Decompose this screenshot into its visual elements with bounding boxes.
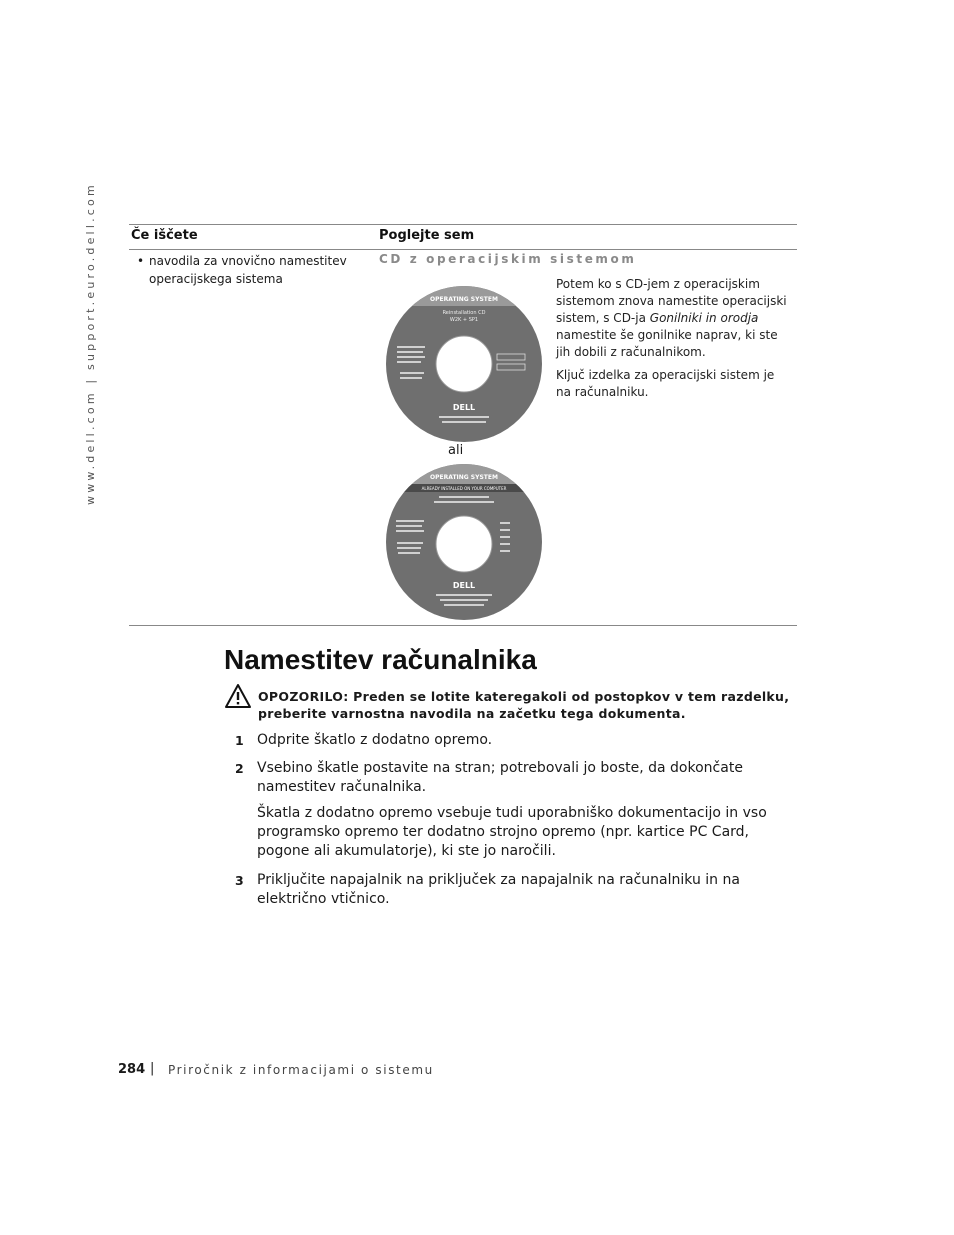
desc-paragraph-2: Ključ izdelka za operacijski sistem je na računalniku. [556, 368, 775, 399]
step-2-extra: Škatla z dodatno opremo vsebuje tudi uporabniško dokumentacijo in vso programsko opremo ter dodatno strojno opremo (npr. kartice PC Card, pogone ali akumulatorje), ki ste jo naročili. [257, 805, 767, 859]
desc-p1-after: namestite še gonilnike naprav, ki ste jih dobili z računalnikom. [556, 328, 778, 359]
col2-header: Poglejte sem [379, 228, 475, 243]
col1-header: Če iščete [131, 228, 198, 243]
ali-label: ali [448, 443, 464, 458]
step-1-number: 1 [235, 733, 244, 748]
step-3-text: Priključite napajalnik na priključek za napajalnik na računalniku in na električno vtičnico. [257, 872, 740, 907]
left-cell [137, 252, 347, 288]
bullet: • [137, 254, 145, 268]
section-title: Namestitev računalnika [224, 644, 537, 675]
cd1-line1: Reinstallation CD [442, 310, 486, 316]
desc-p1-before: Potem ko s CD-jem z operacijskim sistemom znova namestite operacijski sistem, s CD-ja [556, 277, 787, 325]
warning-text: OPOZORILO: Preden se lotite kateregakoli od postopkov v tem razdelku, preberite varnostna navodila na začetku tega dokumenta. [258, 689, 790, 721]
cd2-banner: OPERATING SYSTEM [430, 474, 498, 481]
warning-triangle-icon [224, 683, 252, 709]
page-number: 284 [118, 1062, 146, 1077]
footer-separator: | [150, 1061, 155, 1076]
side-url: www.dell.com | support.euro.dell.com [84, 182, 97, 505]
step-3-number: 3 [235, 873, 244, 888]
table-top-rule [129, 224, 797, 225]
cd-heading: CD z operacijskim sistemom [379, 252, 637, 266]
footer-title: Priročnik z informacijami o sistemu [168, 1063, 434, 1077]
cd1-line2: W2K + SP1 [449, 317, 479, 323]
cd1-logo: DELL [452, 403, 476, 412]
cd2-logo: DELL [452, 581, 476, 590]
step-2-number: 2 [235, 761, 244, 776]
cd1-banner: OPERATING SYSTEM [430, 296, 498, 303]
cd2-line1: ALREADY INSTALLED ON YOUR COMPUTER [421, 486, 507, 491]
table-bottom-rule [129, 625, 797, 626]
info-table [129, 224, 797, 626]
step-1-text: Odprite škatlo z dodatno opremo. [257, 732, 493, 748]
cd-description [556, 276, 791, 407]
cd-image-1 [384, 284, 544, 444]
desc-paragraph-1 [556, 276, 791, 361]
cd-image-2 [384, 462, 544, 622]
step-2-text: Vsebino škatle postavite na stran; potrebovali jo boste, da dokončate namestitev računalnika. [257, 760, 743, 795]
table-header-rule [129, 249, 797, 250]
left-item: navodila za vnovično namestitev operacijskega sistema [149, 254, 347, 286]
desc-p1-italic: Gonilniki in orodja [649, 311, 759, 325]
